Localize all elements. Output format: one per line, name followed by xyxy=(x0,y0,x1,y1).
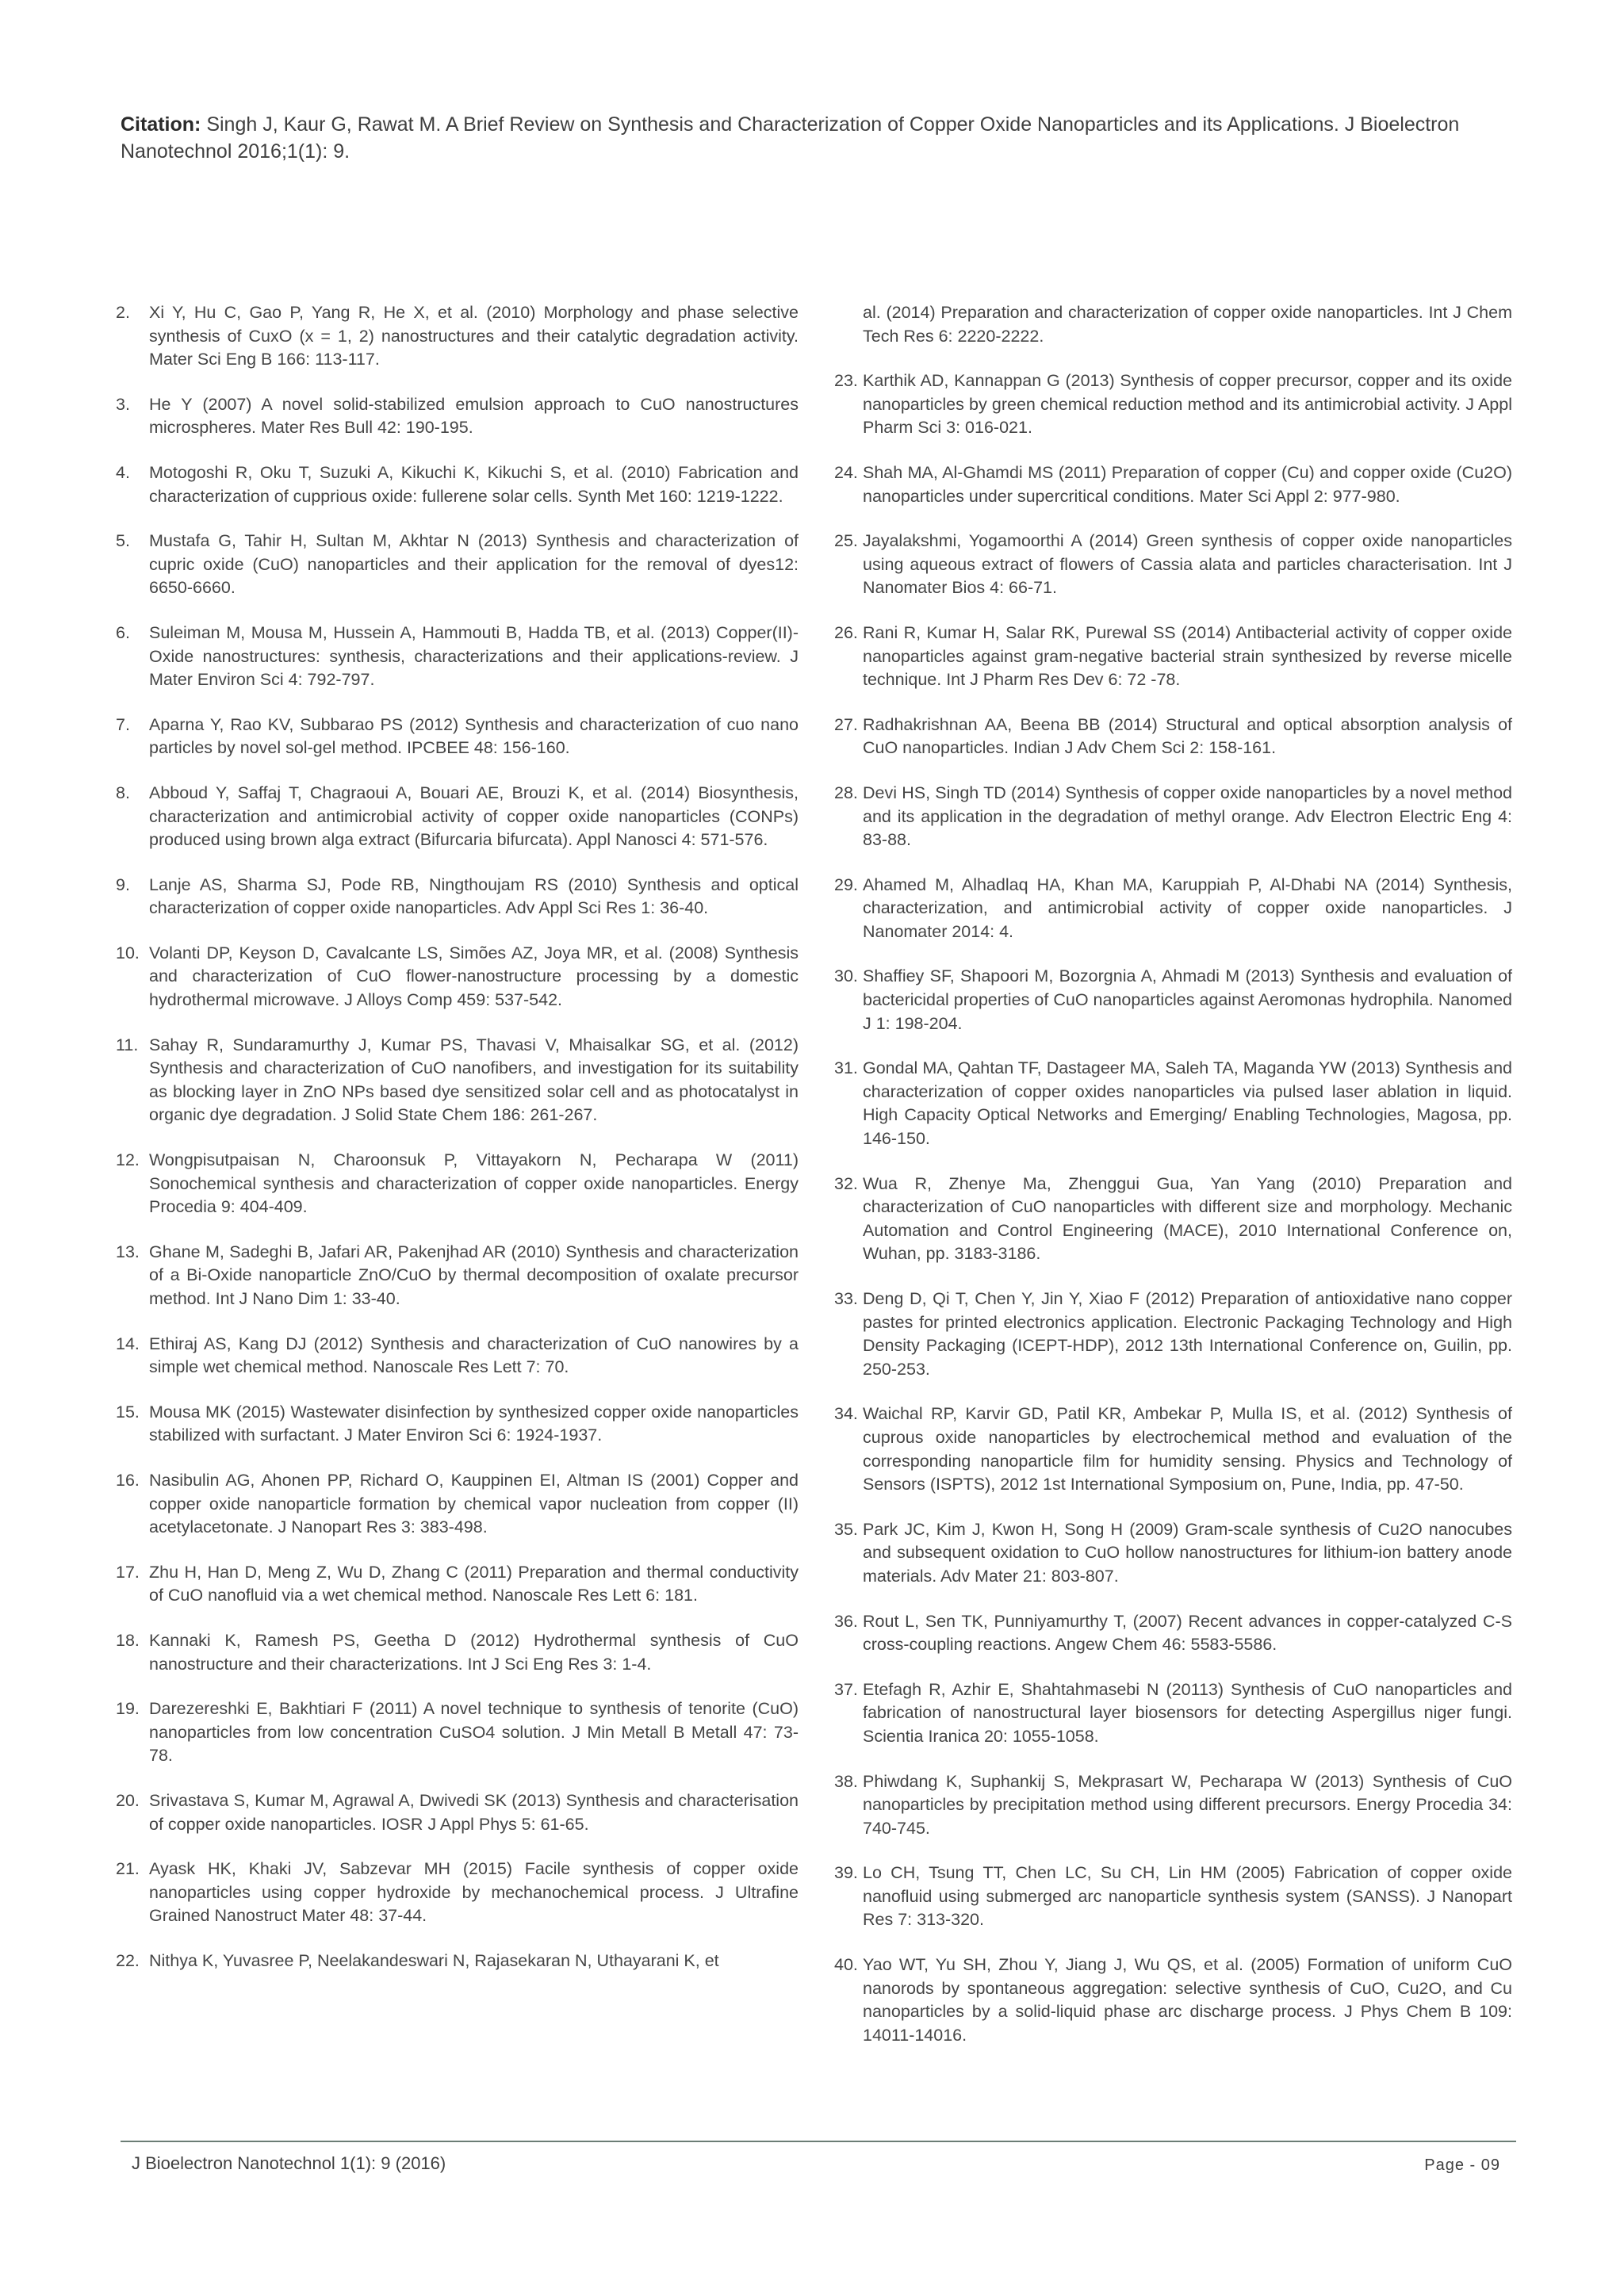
reference-item xyxy=(834,301,1512,348)
reference-text: Zhu H, Han D, Meng Z, Wu D, Zhang C (2011) Preparation and thermal conductivity of CuO nanofluid via a wet chemical method. Nanoscale Res Lett 6: 181. xyxy=(149,1562,799,1605)
reference-item xyxy=(834,1678,1512,1749)
reference-item xyxy=(834,782,1512,852)
reference-item xyxy=(116,393,799,440)
reference-number: 25. xyxy=(834,531,858,551)
reference-number: 12. xyxy=(116,1150,140,1170)
page-number: Page - 09 xyxy=(1424,2156,1500,2174)
reference-item xyxy=(834,1862,1512,1932)
reference-number: 5. xyxy=(116,531,130,551)
reference-text: Suleiman M, Mousa M, Hussein A, Hammouti B, Hadda TB, et al. (2013) Copper(II)-Oxide nanostructures: synthesis, characterizations and their applications-review. J Mater Environ Sci 4: 792-797. xyxy=(149,622,799,690)
reference-item xyxy=(116,1629,799,1676)
reference-number: 32. xyxy=(834,1173,858,1193)
reference-item xyxy=(116,1858,799,1928)
reference-text: Shaffiey SF, Shapoori M, Bozorgnia A, Ahmadi M (2013) Synthesis and evaluation of bactericidal properties of CuO nanoparticles against Aeromonas hydrophila. Nanomed J 1: 198-204. xyxy=(863,966,1512,1033)
reference-number: 4. xyxy=(116,462,130,482)
reference-text: Karthik AD, Kannappan G (2013) Synthesis of copper precursor, copper and its oxide nanoparticles by green chemical reduction method and its antimicrobial activity. J Appl Pharm Sci 3: 016-021. xyxy=(863,371,1512,438)
reference-item xyxy=(116,942,799,1012)
reference-item xyxy=(116,1034,799,1127)
reference-text: Rani R, Kumar H, Salar RK, Purewal SS (2014) Antibacterial activity of copper oxide nanoparticles against gram-negative bacterial strain synthesized by reverse micelle technique. Int J Pharm Res Dev 6: 72 -78. xyxy=(863,622,1512,690)
reference-item xyxy=(834,622,1512,692)
reference-text: Aparna Y, Rao KV, Subbarao PS (2012) Synthesis and characterization of cuo nano particles by novel sol-gel method. IPCBEE 48: 156-160. xyxy=(149,714,799,758)
reference-item xyxy=(834,1954,1512,2047)
reference-item xyxy=(116,714,799,760)
reference-number: 16. xyxy=(116,1470,140,1490)
reference-number: 24. xyxy=(834,462,858,482)
reference-number: 29. xyxy=(834,874,858,894)
reference-number: 11. xyxy=(116,1035,139,1054)
reference-number: 40. xyxy=(834,1955,858,1975)
reference-item xyxy=(116,874,799,920)
reference-text: Abboud Y, Saffaj T, Chagraoui A, Bouari AE, Brouzi K, et al. (2014) Biosynthesis, characterization and antimicrobial activity of copper oxide nanoparticles (CONPs) produced using brown alga extract (Bifurcaria bifurcata). Appl Nanosci 4: 571-576. xyxy=(149,783,799,850)
reference-text: Etefagh R, Azhir E, Shahtahmasebi N (20113) Synthesis of CuO nanoparticles and fabrication of nanostructural layer biosensors for detecting Aspergillus niger fungi. Scientia Iranica 20: 1055-1058. xyxy=(863,1679,1512,1746)
citation-text: Singh J, Kaur G, Rawat M. A Brief Review on Synthesis and Characterization of Copper Oxide Nanoparticles and its Applications. J Bioelectron Nanotechnol 2016;1(1): 9. xyxy=(121,113,1460,163)
reference-number: 17. xyxy=(116,1562,140,1582)
reference-text: Gondal MA, Qahtan TF, Dastageer MA, Saleh TA, Maganda YW (2013) Synthesis and characterization of copper oxides nanoparticles via pulsed laser ablation in liquid. High Capacity Optical Networks and Emerging/ Enabling Technologies, Magosa, pp. 146-150. xyxy=(863,1058,1512,1149)
reference-text: Motogoshi R, Oku T, Suzuki A, Kikuchi K, Kikuchi S, et al. (2010) Fabrication and characterization of cupprious oxide: fullerene solar cells. Synth Met 160: 1219-1222. xyxy=(149,462,799,506)
reference-number: 7. xyxy=(116,714,130,734)
reference-text: Jayalakshmi, Yogamoorthi A (2014) Green synthesis of copper oxide nanoparticles using aqueous extract of flowers of Cassia alata and particles characterisation. Int J Nanomater Bios 4: 66-71. xyxy=(863,531,1512,598)
reference-number: 23. xyxy=(834,371,858,391)
reference-item xyxy=(834,1288,1512,1381)
reference-text: Rout L, Sen TK, Punniyamurthy T, (2007) Recent advances in copper-catalyzed C-S cross-coupling reactions. Angew Chem 46: 5583-5586. xyxy=(863,1611,1512,1655)
reference-number: 8. xyxy=(116,783,130,802)
reference-text: Ayask HK, Khaki JV, Sabzevar MH (2015) Facile synthesis of copper oxide nanoparticles using copper hydroxide by mechanochemical process. J Ultrafine Grained Nanostruct Mater 48: 37-44. xyxy=(149,1859,799,1926)
references-right-column xyxy=(834,301,1512,2068)
reference-number: 30. xyxy=(834,966,858,986)
reference-number: 35. xyxy=(834,1519,858,1539)
reference-number: 21. xyxy=(116,1859,140,1879)
reference-item xyxy=(116,301,799,372)
reference-number: 38. xyxy=(834,1771,858,1791)
reference-number: 10. xyxy=(116,943,140,962)
reference-number: 13. xyxy=(116,1242,140,1261)
reference-text: Yao WT, Yu SH, Zhou Y, Jiang J, Wu QS, et al. (2005) Formation of uniform CuO nanorods by spontaneous aggregation: selective synthesis of CuO, Cu2O, and Cu nanoparticles by a solid-liquid phase arc discharge process. J Phys Chem B 109: 14011-14016. xyxy=(863,1955,1512,2045)
reference-item xyxy=(116,1950,799,1973)
reference-item xyxy=(834,714,1512,760)
reference-text: Volanti DP, Keyson D, Cavalcante LS, Simões AZ, Joya MR, et al. (2008) Synthesis and characterization of CuO flower-nanostructure processing by a domestic hydrothermal microwave. J Alloys Comp 459: 537-542. xyxy=(149,943,799,1010)
citation xyxy=(121,111,1513,165)
journal-footer: J Bioelectron Nanotechnol 1(1): 9 (2016) xyxy=(132,2153,446,2173)
reference-item xyxy=(834,461,1512,508)
reference-item xyxy=(834,369,1512,440)
reference-number: 18. xyxy=(116,1630,140,1650)
reference-number: 33. xyxy=(834,1289,858,1308)
reference-number: 34. xyxy=(834,1404,858,1424)
reference-text: Mousa MK (2015) Wastewater disinfection by synthesized copper oxide nanoparticles stabilized with surfactant. J Mater Environ Sci 6: 1924-1937. xyxy=(149,1402,799,1445)
reference-number: 20. xyxy=(116,1790,140,1810)
reference-number: 27. xyxy=(834,714,858,734)
reference-item xyxy=(116,1561,799,1608)
reference-text: Xi Y, Hu C, Gao P, Yang R, He X, et al. (2010) Morphology and phase selective synthesis of CuxO (x = 1, 2) nanostructures and their catalytic degradation activity. Mater Sci Eng B 166: 113-117. xyxy=(149,303,799,369)
reference-text: Lo CH, Tsung TT, Chen LC, Su CH, Lin HM (2005) Fabrication of copper oxide nanofluid using submerged arc nanoparticle synthesis system (SANSS). J Nanopart Res 7: 313-320. xyxy=(863,1863,1512,1930)
reference-item xyxy=(116,782,799,852)
reference-item xyxy=(834,1610,1512,1657)
reference-number: 6. xyxy=(116,622,130,642)
reference-item xyxy=(834,530,1512,600)
reference-number: 19. xyxy=(116,1699,140,1719)
reference-text: Phiwdang K, Suphankij S, Mekprasart W, Pecharapa W (2013) Synthesis of CuO nanoparticles by precipitation method using different precursors. Energy Procedia 34: 740-745. xyxy=(863,1771,1512,1838)
reference-text: Shah MA, Al-Ghamdi MS (2011) Preparation of copper (Cu) and copper oxide (Cu2O) nanoparticles under supercritical conditions. Mater Sci Appl 2: 977-980. xyxy=(863,462,1512,506)
reference-text: Ethiraj AS, Kang DJ (2012) Synthesis and characterization of CuO nanowires by a simple wet chemical method. Nanoscale Res Lett 7: 70. xyxy=(149,1334,799,1377)
reference-text: He Y (2007) A novel solid-stabilized emulsion approach to CuO nanostructures microspheres. Mater Res Bull 42: 190-195. xyxy=(149,394,799,438)
reference-text: Park JC, Kim J, Kwon H, Song H (2009) Gram-scale synthesis of Cu2O nanocubes and subsequent oxidation to CuO hollow nanostructures for lithium-ion battery anode materials. Adv Mater 21: 803-807. xyxy=(863,1519,1512,1586)
reference-number: 15. xyxy=(116,1402,140,1422)
reference-text: Darezereshki E, Bakhtiari F (2011) A novel technique to synthesis of tenorite (CuO) nanoparticles from low concentration CuSO4 solution. J Min Metall B Metall 47: 73-78. xyxy=(149,1699,799,1766)
reference-text: Ahamed M, Alhadlaq HA, Khan MA, Karuppiah P, Al-Dhabi NA (2014) Synthesis, characterization, and antimicrobial activity of copper oxide nanoparticles. J Nanomater 2014: 4. xyxy=(863,874,1512,941)
reference-text: Mustafa G, Tahir H, Sultan M, Akhtar N (2013) Synthesis and characterization of cupric oxide (CuO) nanoparticles and their application for the removal of dyes12: 6650-6660. xyxy=(149,531,799,598)
reference-text: Ghane M, Sadeghi B, Jafari AR, Pakenjhad AR (2010) Synthesis and characterization of a Bi-Oxide nanoparticle ZnO/CuO by thermal decomposition of oxalate precursor method. Int J Nano Dim 1: 33-40. xyxy=(149,1242,799,1308)
reference-item xyxy=(834,1770,1512,1841)
reference-text: Sahay R, Sundaramurthy J, Kumar PS, Thavasi V, Mhaisalkar SG, et al. (2012) Synthesis and characterization of CuO nanofibers, and investigation for its suitability as blocking layer in ZnO NPs based dye sensitized solar cell and as photocatalyst in organic dye degradation. J Solid State Chem 186: 261-267. xyxy=(149,1035,799,1125)
reference-number: 9. xyxy=(116,874,130,894)
reference-item xyxy=(116,1469,799,1540)
reference-number: 14. xyxy=(116,1334,140,1353)
reference-text: Deng D, Qi T, Chen Y, Jin Y, Xiao F (2012) Preparation of antioxidative nano copper pastes for printed electronics application. Electronic Packaging Technology and High Density Packaging (ICEPT-HDP), 2012 13th International Conference on, Guilin, pp. 250-253. xyxy=(863,1289,1512,1379)
reference-number: 36. xyxy=(834,1611,858,1631)
reference-number: 37. xyxy=(834,1679,858,1699)
reference-item xyxy=(834,1173,1512,1266)
reference-item xyxy=(834,1518,1512,1589)
reference-item xyxy=(116,530,799,600)
reference-text: al. (2014) Preparation and characterization of copper oxide nanoparticles. Int J Chem Tech Res 6: 2220-2222. xyxy=(863,303,1512,346)
citation-label: Citation: xyxy=(121,113,201,136)
reference-text: Radhakrishnan AA, Beena BB (2014) Structural and optical absorption analysis of CuO nanoparticles. Indian J Adv Chem Sci 2: 158-161. xyxy=(863,714,1512,758)
reference-item xyxy=(116,1149,799,1219)
reference-text: Lanje AS, Sharma SJ, Pode RB, Ningthoujam RS (2010) Synthesis and optical characterization of copper oxide nanoparticles. Adv Appl Sci Res 1: 36-40. xyxy=(149,874,799,918)
reference-text: Wua R, Zhenye Ma, Zhenggui Gua, Yan Yang (2010) Preparation and characterization of CuO nanoparticles with different size and morphology. Mechanic Automation and Control Engineering (MACE), 2010 International Conference on, Wuhan, pp. 3183-3186. xyxy=(863,1173,1512,1264)
reference-text: Waichal RP, Karvir GD, Patil KR, Ambekar P, Mulla IS, et al. (2012) Synthesis of cuprous oxide nanoparticles by electrochemical method and evaluation of the corresponding nanoparticle film for humidity sensing. Physics and Technology of Sensors (ISPTS), 2012 1st International Symposium on, Pune, India, pp. 47-50. xyxy=(863,1404,1512,1494)
references-left-column xyxy=(116,301,799,1994)
reference-number: 22. xyxy=(116,1950,140,1970)
reference-item xyxy=(116,461,799,508)
reference-item xyxy=(834,965,1512,1035)
reference-text: Nithya K, Yuvasree P, Neelakandeswari N, Rajasekaran N, Uthayarani K, et xyxy=(149,1950,719,1970)
reference-number: 39. xyxy=(834,1863,858,1883)
reference-text: Wongpisutpaisan N, Charoonsuk P, Vittayakorn N, Pecharapa W (2011) Sonochemical synthesis and characterization of copper oxide nanoparticles. Energy Procedia 9: 404-409. xyxy=(149,1150,799,1217)
reference-item xyxy=(834,874,1512,944)
reference-item xyxy=(116,1401,799,1448)
reference-item xyxy=(834,1402,1512,1496)
reference-text: Kannaki K, Ramesh PS, Geetha D (2012) Hydrothermal synthesis of CuO nanostructure and their characterizations. Int J Sci Eng Res 3: 1-4. xyxy=(149,1630,799,1674)
reference-number: 31. xyxy=(834,1058,858,1078)
reference-number: 2. xyxy=(116,303,130,322)
reference-number: 26. xyxy=(834,622,858,642)
reference-item xyxy=(116,1697,799,1768)
reference-item xyxy=(116,1789,799,1836)
reference-item xyxy=(116,622,799,692)
reference-text: Devi HS, Singh TD (2014) Synthesis of copper oxide nanoparticles by a novel method and its application in the degradation of methyl orange. Adv Electron Electric Eng 4: 83-88. xyxy=(863,783,1512,850)
reference-item xyxy=(116,1241,799,1311)
reference-number: 3. xyxy=(116,394,130,414)
footer-rule xyxy=(121,2141,1516,2142)
reference-item xyxy=(116,1333,799,1380)
reference-item xyxy=(834,1057,1512,1150)
reference-number: 28. xyxy=(834,783,858,802)
reference-text: Nasibulin AG, Ahonen PP, Richard O, Kauppinen EI, Altman IS (2001) Copper and copper oxide nanoparticle formation by chemical vapor nucleation from copper (II) acetylacetonate. J Nanopart Res 3: 383-498. xyxy=(149,1470,799,1537)
reference-text: Srivastava S, Kumar M, Agrawal A, Dwivedi SK (2013) Synthesis and characterisation of copper oxide nanoparticles. IOSR J Appl Phys 5: 61-65. xyxy=(149,1790,799,1834)
